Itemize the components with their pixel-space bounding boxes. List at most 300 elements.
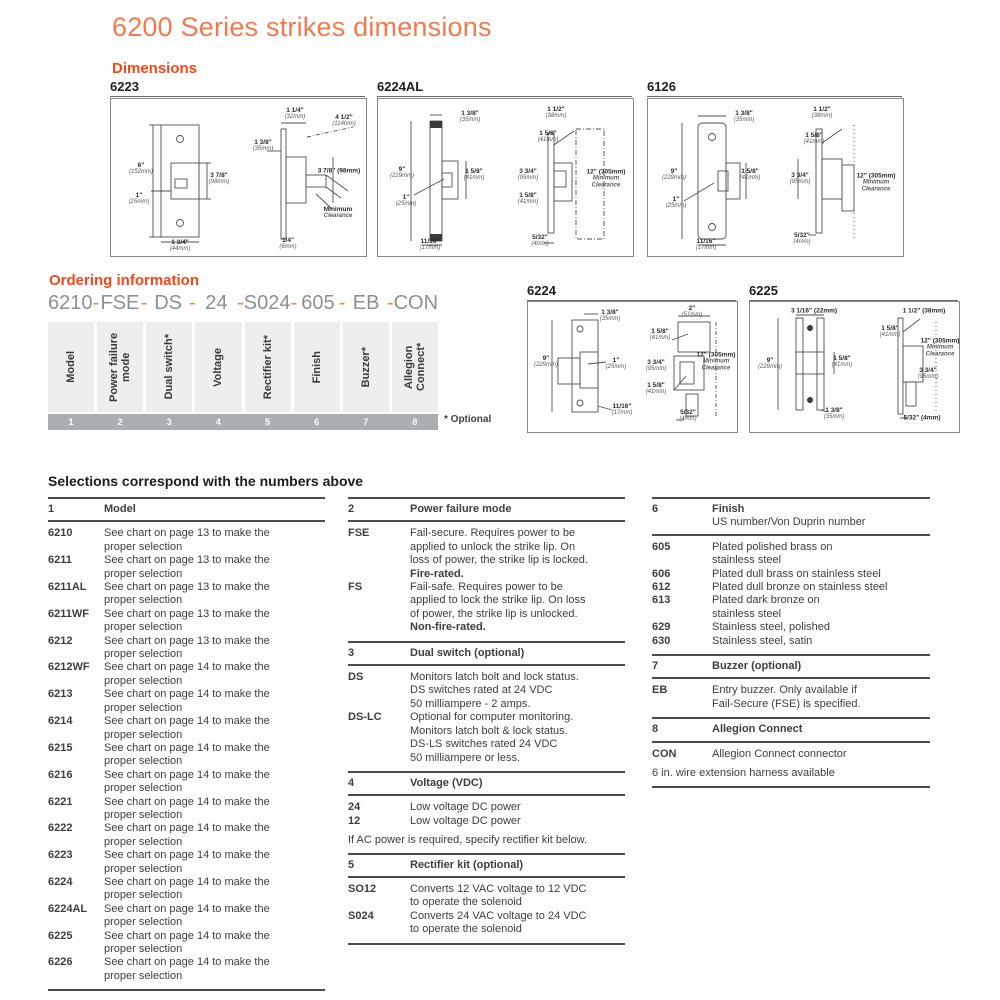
table-row xyxy=(48,822,325,849)
dimension-box-6224 xyxy=(527,301,738,433)
dimension-box-6224AL xyxy=(377,98,634,257)
section-header-7 xyxy=(652,654,930,679)
dimension-line: 1 5/8" xyxy=(833,355,851,362)
dimension-label xyxy=(734,110,755,124)
row-code: DS-LC xyxy=(348,711,382,724)
dimension-line: 5/32" xyxy=(680,409,696,416)
dimension-label xyxy=(650,328,671,342)
ordering-code-part: FSE xyxy=(100,292,140,314)
dimension-line: 12" (305mm) xyxy=(856,172,896,180)
dimension-line: (35mm) xyxy=(459,117,481,123)
table-row xyxy=(48,876,325,903)
section-header-8 xyxy=(652,717,930,742)
description-line: Converts 24 VAC voltage to 24 VDC xyxy=(410,909,587,922)
dimension-label xyxy=(662,168,686,182)
dimension-label xyxy=(857,173,896,194)
row-description xyxy=(712,635,930,648)
description-line: proper selection xyxy=(104,648,183,661)
description-line: proper selection xyxy=(104,916,183,929)
dimension-line: (41mm) xyxy=(645,389,667,395)
dimension-label xyxy=(824,407,845,421)
description-line: Fail-Secure (FSE) is specified. xyxy=(712,697,861,710)
dimension-line: (17mm) xyxy=(419,245,441,251)
dimension-line: Clearance xyxy=(323,213,353,219)
section-number: 7 xyxy=(652,660,659,673)
dimension-line: 6" xyxy=(137,162,145,169)
ordering-code-separator: - xyxy=(386,292,394,314)
description-line: proper selection xyxy=(104,567,183,580)
ordering-code xyxy=(48,290,438,317)
dimension-label xyxy=(921,338,960,359)
dimension-line: 11/16" xyxy=(612,403,632,410)
section-title: Dual switch (optional) xyxy=(410,646,525,659)
ordering-field-number: 4 xyxy=(215,417,221,427)
diagram-title-6223: 6223 xyxy=(110,79,365,97)
ordering-field-number: 1 xyxy=(68,417,74,427)
dimension-line: 3 3/4" xyxy=(519,168,537,175)
dimension-line: (229mm) xyxy=(661,175,687,181)
description-line: Converts 12 VAC voltage to 12 VDC xyxy=(410,882,587,895)
section-title-wrap xyxy=(410,859,523,872)
ordering-code-part: 24 xyxy=(205,292,228,314)
dimension-line: (17mm) xyxy=(695,245,717,251)
row-description xyxy=(104,635,325,662)
dimension-line: (229mm) xyxy=(533,362,559,368)
row-description xyxy=(104,688,325,715)
row-code: 6214 xyxy=(48,715,73,728)
row-code: 12 xyxy=(348,814,361,827)
section-title: Buzzer (optional) xyxy=(712,660,802,673)
dimension-line: (4mm) xyxy=(531,241,549,247)
dimension-line: (25mm) xyxy=(665,203,687,209)
description-line: Fail-safe. Requires power to be xyxy=(410,581,563,594)
ordering-field-label: Dual switch* xyxy=(163,334,176,400)
dimension-line: Clearance xyxy=(701,365,731,372)
ordering-field-label: Voltage xyxy=(212,347,225,387)
row-code: 6224 xyxy=(48,875,73,888)
row-code: 6211AL xyxy=(48,581,87,594)
dimension-label xyxy=(791,308,837,315)
table-row xyxy=(48,956,325,983)
description-line: Monitors latch bolt and lock status. xyxy=(410,671,579,684)
section-title-wrap xyxy=(410,503,511,516)
description-line: loss of power, the strike lip is locked. xyxy=(410,554,588,567)
dimension-line: (6mm) xyxy=(279,244,297,250)
table-row xyxy=(652,581,930,594)
dimension-label xyxy=(697,352,736,373)
row-description xyxy=(410,527,625,581)
dimension-label xyxy=(534,355,558,369)
description-line: See chart on page 14 to make the xyxy=(104,956,270,969)
row-code: FSE xyxy=(348,527,370,540)
description-line: Fire-rated. xyxy=(410,567,464,580)
ordering-code-separator: - xyxy=(188,292,196,314)
description-line: applied to lock the strike lip. On loss xyxy=(410,594,586,607)
dimension-label xyxy=(600,309,621,323)
diagram-title-6126: 6126 xyxy=(647,79,902,97)
row-code: CON xyxy=(652,747,677,760)
dimension-label xyxy=(209,172,230,186)
description-line: Plated dull brass on stainless steel xyxy=(712,567,881,580)
description-line: See chart on page 14 to make the xyxy=(104,929,270,942)
description-line: See chart on page 14 to make the xyxy=(104,768,270,781)
description-line: 50 milliampere - 2 amps. xyxy=(410,697,531,710)
section-number: 6 xyxy=(652,503,659,515)
diagram-title-6224AL: 6224AL xyxy=(377,79,632,97)
dimension-line: 9" xyxy=(670,168,678,175)
row-description xyxy=(104,527,325,554)
row-description xyxy=(104,742,325,769)
ordering-heading: Ordering information xyxy=(49,272,199,289)
selections-column-2 xyxy=(348,497,625,945)
description-line: See chart on page 13 to make the xyxy=(104,581,270,594)
dimension-line: (4mm) xyxy=(793,239,811,245)
dimension-line: 5/32" xyxy=(794,232,810,239)
ordering-field-label: Buzzer* xyxy=(359,346,372,388)
dimension-line: 4 1/2" xyxy=(335,114,353,121)
row-code: 6212 xyxy=(48,634,73,647)
dimension-box-6225 xyxy=(749,301,960,433)
section-subtitle: US number/Von Duprin number xyxy=(712,516,866,529)
description-line: See chart on page 13 to make the xyxy=(104,554,270,567)
dimension-line: 11/16" xyxy=(420,238,440,245)
section-header-4 xyxy=(348,771,625,796)
table-row xyxy=(348,801,625,814)
dimension-line: 1" xyxy=(402,194,410,201)
dimension-label xyxy=(740,168,761,182)
row-code: 6226 xyxy=(48,956,73,969)
section-number: 4 xyxy=(348,776,355,789)
section-title-wrap xyxy=(712,660,801,673)
dimension-line: (95mm) xyxy=(645,366,667,372)
description-line: See chart on page 13 to make the xyxy=(104,634,270,647)
optional-note: * Optional xyxy=(444,414,492,425)
ordering-field-8 xyxy=(392,322,438,412)
description-line: proper selection xyxy=(104,621,183,634)
row-description xyxy=(104,581,325,608)
dimension-line: (25mm) xyxy=(605,364,627,370)
description-line: See chart on page 13 to make the xyxy=(104,527,270,540)
row-description xyxy=(712,621,930,634)
section-header-6 xyxy=(652,497,930,536)
section-number: 3 xyxy=(348,646,355,659)
dimension-line: 3 1/16" (22mm) xyxy=(790,307,838,315)
description-line: applied to unlock the strike lip. On xyxy=(410,540,576,553)
row-description xyxy=(104,796,325,823)
description-line: Allegion Connect connector xyxy=(712,747,847,760)
dimension-line: 1 5/8" xyxy=(647,382,665,389)
dimension-line: 9" xyxy=(398,166,406,173)
dimension-line: (95mm) xyxy=(917,374,939,380)
section-rows xyxy=(652,743,930,767)
table-row xyxy=(48,769,325,796)
dimension-box-6126 xyxy=(647,98,904,257)
description-line: of power, the strike lip is unlocked. xyxy=(410,607,578,620)
dimension-label xyxy=(546,106,567,120)
dimension-line: (35mm) xyxy=(733,117,755,123)
ordering-code-part: CON xyxy=(393,292,439,314)
description-line: proper selection xyxy=(104,701,183,714)
dimension-line: 1 5/8" xyxy=(539,130,557,137)
dimension-line: 5/32" (4mm) xyxy=(903,414,941,422)
section-title-wrap xyxy=(712,723,802,736)
dimension-line: 1 5/8" xyxy=(651,328,669,335)
row-code: S024 xyxy=(348,909,374,922)
section-rows xyxy=(348,878,625,943)
ordering-code-separator: - xyxy=(338,292,346,314)
description-line: Optional for computer monitoring. xyxy=(410,711,574,724)
description-line: Non-fire-rated. xyxy=(410,621,486,634)
dimension-line: (41mm) xyxy=(739,175,761,181)
table-row xyxy=(348,671,625,711)
description-line: Stainless steel, polished xyxy=(712,621,831,634)
dimension-line: 1" xyxy=(612,357,620,364)
description-line: proper selection xyxy=(104,728,183,741)
row-code: SO12 xyxy=(348,882,377,895)
dimension-label xyxy=(253,139,274,153)
ordering-field-6 xyxy=(294,322,340,412)
dimension-line: 3 7/8" (98mm) xyxy=(317,167,361,175)
section-title: Allegion Connect xyxy=(712,723,803,736)
dimension-label xyxy=(812,106,833,120)
row-code: 6212WF xyxy=(48,661,90,674)
dimension-line: (229mm) xyxy=(757,364,783,370)
section-header-1 xyxy=(48,497,325,522)
dimension-line: (41mm) xyxy=(517,199,539,205)
dimension-line: Minimum xyxy=(702,358,730,365)
dimension-line: 5/32" xyxy=(532,234,548,241)
table-row xyxy=(48,742,325,769)
dimension-label xyxy=(396,194,417,208)
ordering-code-part: 6210 xyxy=(48,292,93,314)
dimension-line: 1 3/8" xyxy=(825,407,843,414)
section-header-5 xyxy=(348,853,625,878)
description-line: proper selection xyxy=(104,969,183,982)
dimension-line: 9" xyxy=(542,355,550,362)
description-line: See chart on page 14 to make the xyxy=(104,795,270,808)
dimension-line: 1 1/2" xyxy=(547,106,565,113)
section-number: 2 xyxy=(348,503,355,515)
dimension-line: (41mm) xyxy=(803,139,825,145)
dimension-line: (229mm) xyxy=(389,173,415,179)
row-code: 629 xyxy=(652,621,671,634)
dimension-line: 1" xyxy=(135,192,143,199)
ordering-field-label: Power failure mode xyxy=(108,332,133,402)
ordering-field-1 xyxy=(48,322,94,412)
ordering-code-separator: - xyxy=(140,292,148,314)
dimension-label xyxy=(464,168,485,182)
section-title-wrap xyxy=(410,777,483,790)
ordering-number-bar xyxy=(48,414,438,430)
description-line: proper selection xyxy=(104,808,183,821)
table-row xyxy=(652,594,930,621)
table-row xyxy=(652,684,930,711)
table-row xyxy=(348,815,625,828)
row-code: 6223 xyxy=(48,849,73,862)
dimension-line: 3 7/8" xyxy=(210,172,228,179)
selections-heading: Selections correspond with the numbers above xyxy=(48,473,364,489)
table-row xyxy=(652,541,930,568)
dimension-line: 1" xyxy=(672,196,680,203)
table-row xyxy=(48,688,325,715)
section-title: Model xyxy=(104,503,136,515)
row-description xyxy=(410,883,625,910)
row-description xyxy=(410,815,625,828)
ordering-field-number: 3 xyxy=(166,417,172,427)
description-line: Monitors latch bolt & lock status. xyxy=(410,724,568,737)
dimension-line: 1 5/8" xyxy=(465,168,483,175)
dimension-line: (41mm) xyxy=(537,137,559,143)
table-row xyxy=(652,568,930,581)
section-title-wrap xyxy=(712,503,865,530)
ordering-code-separator: - xyxy=(290,292,298,314)
row-code: 6213 xyxy=(48,688,73,701)
dimension-line: (38mm) xyxy=(545,113,567,119)
description-line: Plated polished brass on xyxy=(712,540,833,553)
dimension-label xyxy=(420,238,441,252)
ordering-field-number: 8 xyxy=(412,417,418,427)
row-description xyxy=(410,711,625,765)
dimension-line: 1 1/4" xyxy=(286,107,304,114)
row-code: 6216 xyxy=(48,768,73,781)
section-footnote: 6 in. wire extension harness available xyxy=(652,767,835,780)
ordering-field-label: Finish xyxy=(310,350,323,384)
row-description xyxy=(410,671,625,711)
section-number: 8 xyxy=(652,723,659,736)
row-description xyxy=(712,684,930,711)
row-code: 6211 xyxy=(48,554,72,567)
row-description xyxy=(104,930,325,957)
table-row xyxy=(48,527,325,554)
dimension-line: 1 3/8" xyxy=(601,309,619,316)
dimension-line: (95mm) xyxy=(789,179,811,185)
dimension-line: (4mm) xyxy=(679,416,697,422)
ordering-field-number: 5 xyxy=(265,417,271,427)
dimension-line: (35mm) xyxy=(599,316,621,322)
row-description xyxy=(410,801,625,814)
row-code: FS xyxy=(348,581,363,594)
table-row xyxy=(48,554,325,581)
table-row xyxy=(48,608,325,635)
description-line: proper selection xyxy=(104,674,183,687)
row-code: 6215 xyxy=(48,741,73,754)
row-code: 6224AL xyxy=(48,902,88,915)
row-code: 605 xyxy=(652,540,671,553)
dimension-label xyxy=(832,355,853,369)
table-row xyxy=(348,581,625,635)
description-line: See chart on page 14 to make the xyxy=(104,741,270,754)
section-title: Finish xyxy=(712,503,745,515)
description-line: See chart on page 14 to make the xyxy=(104,822,270,835)
description-line: to operate the solenoid xyxy=(410,923,522,936)
dimension-line: 3 3/4" xyxy=(919,367,937,374)
dimension-line: 1/4" xyxy=(281,237,295,244)
row-description xyxy=(104,661,325,688)
row-description xyxy=(104,715,325,742)
dimension-line: (41mm) xyxy=(463,175,485,181)
section-number: 5 xyxy=(348,858,355,871)
dimension-label xyxy=(804,132,825,146)
ordering-fields xyxy=(48,322,438,412)
description-line: See chart on page 14 to make the xyxy=(104,849,270,862)
dimension-label xyxy=(903,308,945,315)
ordering-field-2 xyxy=(97,322,143,412)
row-code: DS xyxy=(348,671,364,684)
row-code: 24 xyxy=(348,801,361,814)
description-line: See chart on page 14 to make the xyxy=(104,902,270,915)
dimension-line: 1 3/4" xyxy=(171,239,189,246)
dimension-line: Minimum xyxy=(323,206,353,213)
row-description xyxy=(104,956,325,983)
dimension-line: (35mm) xyxy=(823,414,845,420)
ordering-field-label: Allegion Connect* xyxy=(402,342,427,392)
table-row xyxy=(348,711,625,765)
ordering-field-3 xyxy=(146,322,192,412)
description-line: proper selection xyxy=(104,755,183,768)
table-row xyxy=(652,635,930,648)
dimension-line: 3 3/4" xyxy=(791,172,809,179)
row-description xyxy=(712,568,930,581)
dimension-label xyxy=(918,367,939,381)
row-code: 6221 xyxy=(48,795,73,808)
row-code: 612 xyxy=(652,581,671,594)
dimension-label xyxy=(279,237,296,251)
dimension-line: 12" (305mm) xyxy=(920,337,960,345)
table-row xyxy=(652,748,930,761)
dimension-line: 11/16" xyxy=(696,238,716,245)
ordering-code-part: EB xyxy=(352,292,380,314)
description-line: stainless steel xyxy=(712,607,782,620)
selections-column-1 xyxy=(48,497,325,991)
row-code: 6222 xyxy=(48,822,73,835)
description-line: proper selection xyxy=(104,594,183,607)
dimension-line: 1 3/8" xyxy=(735,110,753,117)
page-title: 6200 Series strikes dimensions xyxy=(112,12,492,42)
dimension-line: Minimum xyxy=(926,344,954,351)
row-description xyxy=(104,876,325,903)
section-rows xyxy=(348,796,625,834)
dimension-line: Clearance xyxy=(925,351,955,358)
dimension-line: (51mm) xyxy=(681,312,703,318)
dimension-label xyxy=(460,110,481,124)
dimension-label xyxy=(646,359,667,373)
dimension-label xyxy=(285,107,306,121)
dimension-line: (41mm) xyxy=(649,335,671,341)
description-line: Plated dark bronze on xyxy=(712,594,820,607)
dimension-line: 3 3/4" xyxy=(647,359,665,366)
description-line: DS-LS switches rated 24 VDC xyxy=(410,738,558,751)
dimension-line: 1 3/8" xyxy=(254,139,272,146)
row-description xyxy=(712,594,930,621)
dimension-line: 1 5/8" xyxy=(881,325,899,332)
row-code: 6211WF xyxy=(48,607,89,620)
dimension-label xyxy=(679,409,696,423)
table-row xyxy=(48,796,325,823)
dimension-label xyxy=(531,234,548,248)
description-line: stainless steel xyxy=(712,554,782,567)
strike-diagram-6223 xyxy=(111,99,364,254)
section-title: Voltage (VDC) xyxy=(410,776,483,789)
dimension-label xyxy=(390,166,414,180)
row-code: 613 xyxy=(652,594,671,607)
dimension-line: (25mm) xyxy=(395,201,417,207)
section-header-2 xyxy=(348,497,625,522)
dimension-line: Clearance xyxy=(861,186,891,193)
section-title: Power failure mode xyxy=(410,503,512,515)
dimension-line: (17mm) xyxy=(611,410,633,416)
description-line: Entry buzzer. Only available if xyxy=(712,684,857,697)
ordering-code-part: 605 xyxy=(301,292,335,314)
